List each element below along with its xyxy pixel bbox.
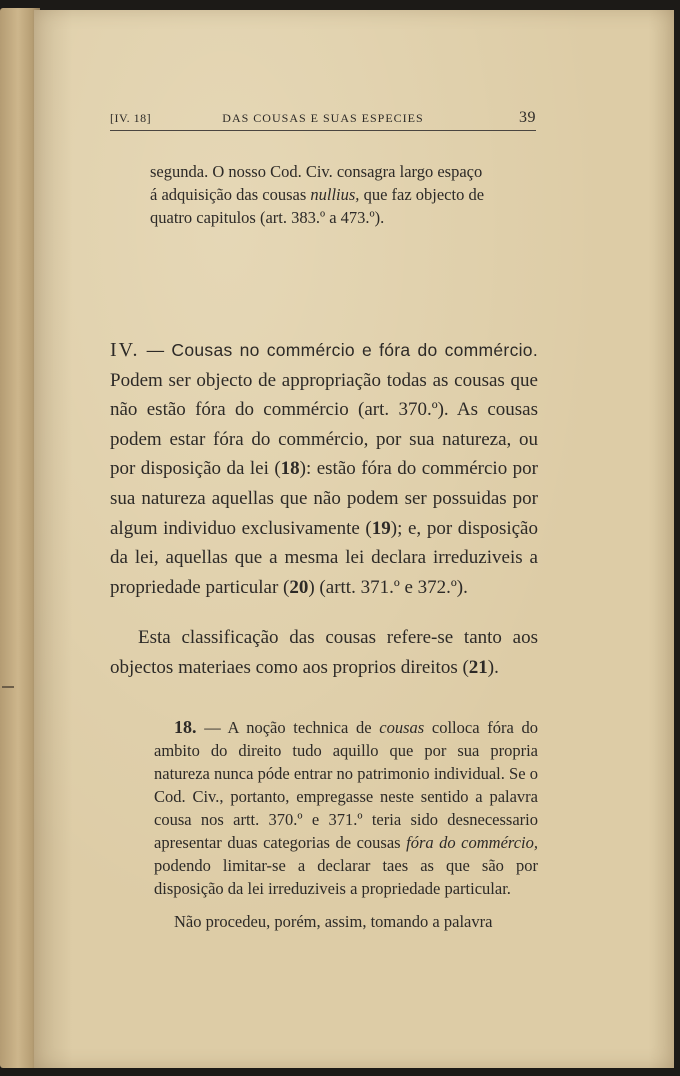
section-reference: [IV. 18] — [110, 111, 152, 125]
note-reference: 19 — [371, 517, 391, 539]
text-run: — A noção technica de — [196, 718, 380, 737]
text-run: ) (artt. 371.º e 372.º). — [308, 576, 468, 598]
text-run: ); e, por disposição da lei, aquellas que a mesma lei declara irreduziveis a propriedade particular ( — [110, 517, 538, 598]
italic-term: fóra do commércio, — [406, 833, 538, 852]
text-run: que faz objecto de — [359, 185, 485, 204]
text-run: podendo limitar-se a declarar taes as que são por disposição da lei irreduziveis a propriedade particular. — [154, 856, 538, 898]
note-continuation — [154, 910, 538, 933]
italic-term: nullius, — [310, 185, 360, 204]
section-heading-text: — Cousas no commércio e fóra do commércio. — [139, 340, 538, 360]
running-header — [110, 106, 536, 131]
text-line — [150, 183, 536, 206]
classification-paragraph — [110, 623, 538, 682]
text-run: Podem ser objecto de appropriação todas as cousas que não estão fóra do commércio (art. 370.º). As cousas podem estar fóra do commércio, por sua natureza, ou por disposição da lei ( — [110, 369, 538, 480]
section-iv-paragraph — [110, 336, 538, 602]
section-numeral: IV. — [110, 339, 140, 361]
text-run: colloca fóra do ambito do direito tudo aquillo que por sua propria natureza nunca póde entrar no patrimonio individual. Se o Cod. Civ., portanto, empregasse neste sentido a palavra cousa nos artt. 370.º e 371.º teria sido desnecessario apresentar duas categorias de cousas — [154, 718, 539, 852]
paragraph-continued — [150, 160, 536, 229]
note-reference: 20 — [289, 576, 309, 598]
note-18-paragraph — [154, 716, 538, 900]
running-title: DAS COUSAS E SUAS ESPECIES — [222, 111, 424, 125]
text-line: segunda. O nosso Cod. Civ. consagra largo espaço — [150, 162, 483, 181]
text-run: ). — [487, 656, 499, 678]
italic-term: cousas — [379, 718, 425, 737]
book-page — [34, 10, 674, 1068]
note-reference: 21 — [468, 656, 488, 678]
text-line: quatro capitulos (art. 383.º a 473.º). — [150, 208, 385, 227]
text-run: Não procedeu, porém, assim, tomando a palavra — [174, 912, 493, 931]
page-number: 39 — [519, 109, 536, 126]
text-run: Esta classificação das cousas refere-se tanto aos objectos materiaes como aos proprios direitos ( — [110, 627, 538, 678]
section-heading — [110, 340, 538, 360]
text-run: á adquisição das cousas — [150, 185, 311, 204]
text-run: ): estão fóra do commércio por sua natureza aquellas que não podem ser possuidas por algum individuo exclusivamente ( — [110, 458, 538, 539]
note-reference: 18 — [280, 458, 300, 480]
margin-mark — [2, 686, 14, 688]
note-number: 18. — [174, 717, 197, 737]
